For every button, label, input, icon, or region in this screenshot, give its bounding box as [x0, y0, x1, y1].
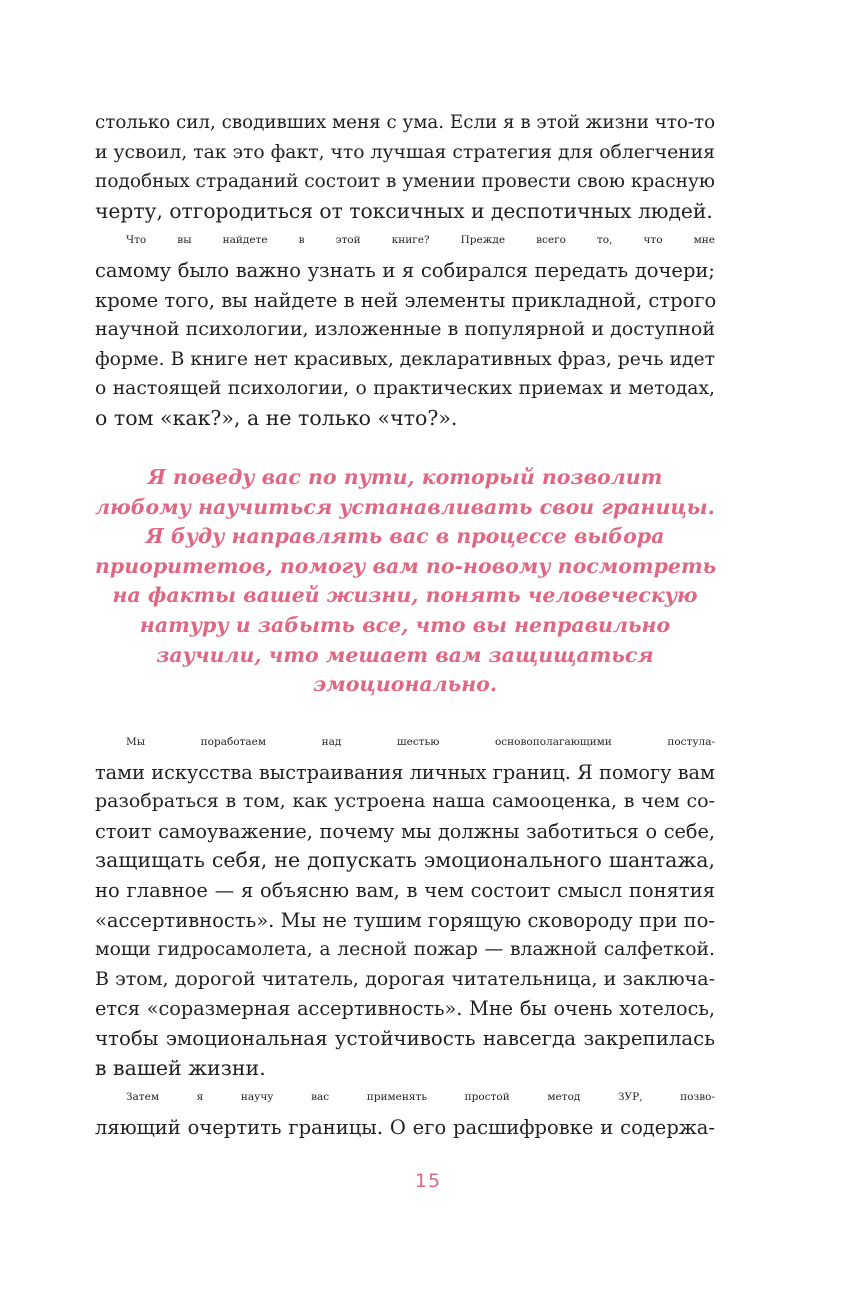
text-line: ляющий очертить границы. О его расшифровке и содержа-: [95, 1115, 715, 1139]
pull-quote: [95, 463, 715, 700]
text-line: черту, отгородиться от токсичных и деспотичных людей.: [95, 198, 713, 223]
paragraph: [95, 728, 715, 1083]
text-line: разобраться в том, как устроена наша самооценка, в чем со-: [95, 790, 715, 813]
text-line: Мы поработаем над шестью основополагающими постула-: [126, 736, 715, 748]
quote-line: заучили, что мешает вам защищаться: [156, 642, 654, 667]
body-text-bottom: [95, 728, 715, 1142]
text-line: чтобы эмоциональная устойчивость навсегда закрепилась: [95, 1026, 715, 1050]
text-line: подобных страданий состоит в умении провести свою красную: [95, 171, 715, 193]
quote-line: любому научиться устанавливать свои границы.: [95, 494, 715, 519]
page-number: 15: [414, 1170, 442, 1192]
text-line: мощи гидросамолета, а лесной пожар — влажной салфеткой.: [95, 939, 715, 961]
text-line: научной психологии, изложенные в популярной и доступной: [95, 318, 715, 341]
paragraph: [95, 1083, 715, 1142]
text-line: но главное — я объясню вам, в чем состоит смысл понятия: [95, 878, 715, 902]
text-line: столько сил, сводивших меня с ума. Если я в этой жизни что-то: [95, 112, 716, 133]
text-line: тами искусства выстраивания личных границ. Я помогу вам: [95, 760, 715, 784]
text-line: о том «как?», а не только «что?».: [95, 405, 458, 430]
quote-line: натуру и забыть все, что вы неправильно: [139, 612, 671, 637]
text-line: «ассертивность». Мы не тушим горящую сковороду при по-: [95, 908, 715, 932]
quote-line: эмоционально.: [313, 672, 497, 697]
text-line: и усвоил, так это факт, что лучшая стратегия для облегчения: [95, 141, 715, 163]
quote-line: Я буду направлять вас в процессе выбора: [145, 524, 665, 549]
quote-line: приоритетов, помогу вам по-новому посмотреть: [95, 553, 717, 578]
text-line: защищать себя, не допускать эмоционального шантажа,: [95, 848, 715, 873]
text-line: Что вы найдете в этой книге? Прежде всего то, что мне: [126, 234, 715, 247]
text-line: В этом, дорогой читатель, дорогая читательница, и заключа-: [95, 967, 715, 990]
text-line: самому было важно узнать и я собирался передать дочери;: [95, 258, 715, 282]
quote-line: Я поведу вас по пути, который позволит: [147, 465, 663, 489]
body-text-top: [95, 108, 715, 434]
paragraph: [95, 108, 715, 226]
quote-line: на факты вашей жизни, понять человеческую: [112, 583, 698, 608]
text-line: о настоящей психологии, о практических приемах и методах,: [95, 378, 715, 400]
paragraph: [95, 226, 715, 433]
text-line: кроме того, вы найдете в ней элементы прикладной, строго: [95, 288, 717, 312]
text-line: форме. В книге нет красивых, декларативных фраз, речь идет: [95, 348, 715, 370]
text-line: в вашей жизни.: [95, 1055, 266, 1080]
text-line: Затем я научу вас применять простой метод ЗУР, позво-: [126, 1091, 715, 1104]
text-line: стоит самоуважение, почему мы должны заботиться о себе,: [95, 819, 715, 843]
text-line: ется «соразмерная ассертивность». Мне бы очень хотелось,: [95, 997, 715, 1021]
